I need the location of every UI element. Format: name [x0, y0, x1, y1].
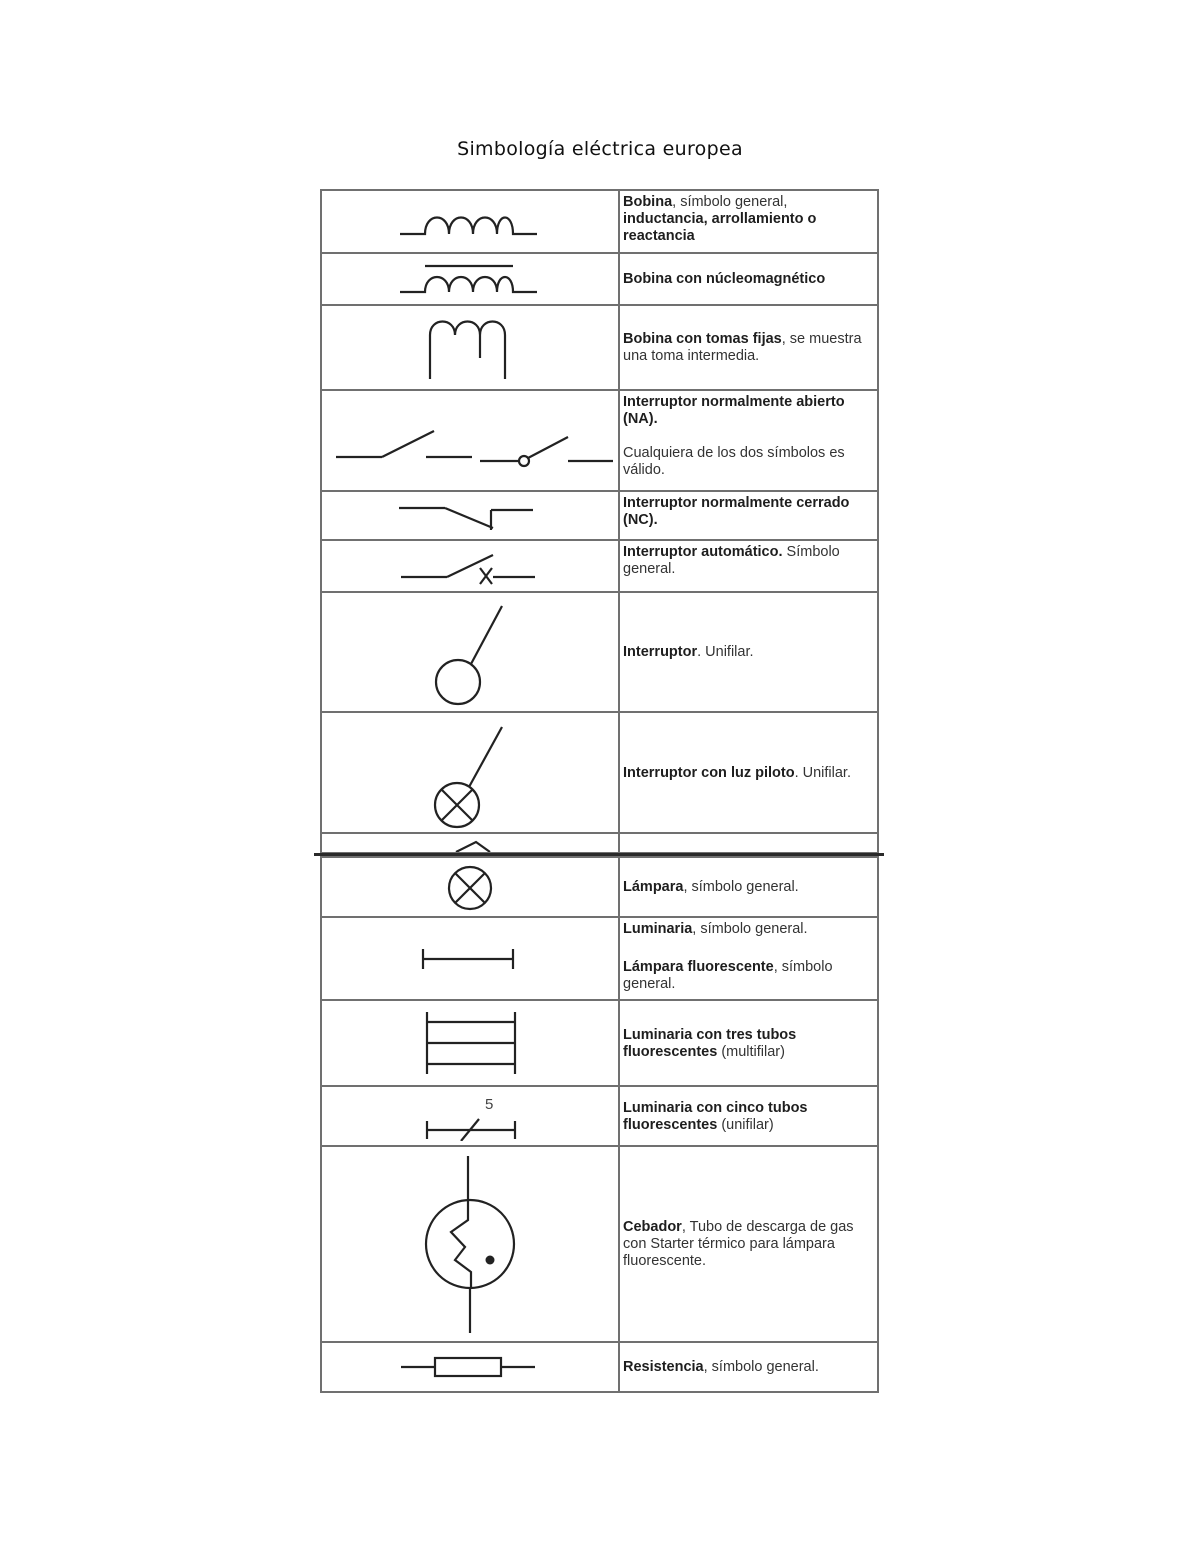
detail: . Unifilar. — [794, 764, 851, 781]
detail: , símbolo general. — [683, 879, 799, 895]
table-row — [321, 390, 878, 491]
table-row — [321, 1146, 878, 1342]
table-row — [321, 305, 878, 390]
magnetic-core-coil-symbol — [321, 253, 619, 305]
table-row — [321, 1342, 878, 1392]
pilot-light-switch-symbol — [321, 712, 619, 833]
description — [619, 592, 878, 712]
detail-2: , símbolo general. — [623, 959, 833, 992]
detail: . Unifilar. — [697, 644, 754, 660]
description — [619, 712, 878, 833]
detail: (multifilar) — [717, 1043, 785, 1060]
single-line-switch-symbol — [321, 592, 619, 712]
term: Interruptor normalmente abierto (NA). — [623, 394, 845, 427]
table-row — [321, 712, 878, 833]
detail: , Tubo de descarga de gas con Starter térmico para lámpara fluorescente. — [623, 1219, 854, 1269]
detail: (unifilar) — [717, 1116, 774, 1133]
normally-closed-switch-symbol — [321, 491, 619, 540]
table-row — [321, 540, 878, 592]
description — [619, 1000, 878, 1086]
coil-symbol — [321, 190, 619, 253]
description — [619, 253, 878, 305]
table-row — [321, 1086, 878, 1146]
description — [619, 833, 878, 853]
term: Bobina — [623, 194, 673, 210]
term: Resistencia — [623, 1359, 704, 1375]
lamp-symbol — [321, 857, 619, 917]
detail: , símbolo general. — [703, 1359, 819, 1375]
resistor-symbol — [321, 1342, 619, 1392]
description — [619, 1342, 878, 1392]
description — [619, 190, 878, 253]
detail: , se muestra una toma intermedia. — [623, 331, 862, 364]
normally-open-switch-symbols — [321, 390, 619, 491]
table-row — [321, 491, 878, 540]
table-row — [321, 833, 878, 853]
term-2: inductancia, arrollamiento o reactancia — [623, 211, 817, 244]
three-tube-luminaire-symbol — [321, 1000, 619, 1086]
table-row — [321, 917, 878, 1000]
description — [619, 857, 878, 917]
term: Lámpara — [623, 879, 684, 895]
term: Cebador — [623, 1219, 682, 1235]
description — [619, 917, 878, 1000]
fluorescent-luminaire-symbol — [321, 917, 619, 1000]
term: Luminaria — [623, 921, 693, 937]
note: Cualquiera de los dos símbolos es válido. — [623, 445, 845, 478]
description — [619, 390, 878, 491]
description — [619, 540, 878, 592]
detail: , símbolo general. — [692, 921, 808, 937]
tube-count-label: 5 — [485, 1096, 494, 1113]
term: Luminaria con cinco tubos fluorescentes — [623, 1099, 808, 1133]
five-tube-luminaire-symbol — [321, 1086, 619, 1146]
detail: Símbolo general. — [623, 544, 840, 577]
table-row — [321, 190, 878, 253]
term: Interruptor normalmente cerrado (NC). — [623, 495, 850, 528]
page-title: Simbología eléctrica europea — [457, 138, 743, 160]
term-2: Lámpara fluorescente — [623, 959, 774, 975]
table-row — [321, 592, 878, 712]
term: Bobina con tomas fijas — [623, 331, 782, 347]
starter-symbol — [321, 1146, 619, 1342]
description — [619, 1086, 878, 1146]
description — [619, 305, 878, 390]
term: Interruptor — [623, 644, 698, 660]
symbol-table-lower — [320, 856, 879, 1393]
symbol-table-upper — [320, 189, 879, 854]
table-row — [321, 857, 878, 917]
circuit-breaker-symbol — [321, 540, 619, 592]
tapped-coil-symbol — [321, 305, 619, 390]
table-row — [321, 1000, 878, 1086]
table-row — [321, 253, 878, 305]
cut-off-symbol — [321, 833, 619, 853]
description — [619, 491, 878, 540]
term: Interruptor con luz piloto — [623, 764, 795, 781]
term: Interruptor automático. — [623, 544, 783, 560]
term: Luminaria con tres tubos fluorescentes — [623, 1026, 797, 1060]
term: Bobina con núcleomagnético — [623, 271, 826, 287]
detail: , símbolo general, — [672, 194, 788, 210]
description — [619, 1146, 878, 1342]
